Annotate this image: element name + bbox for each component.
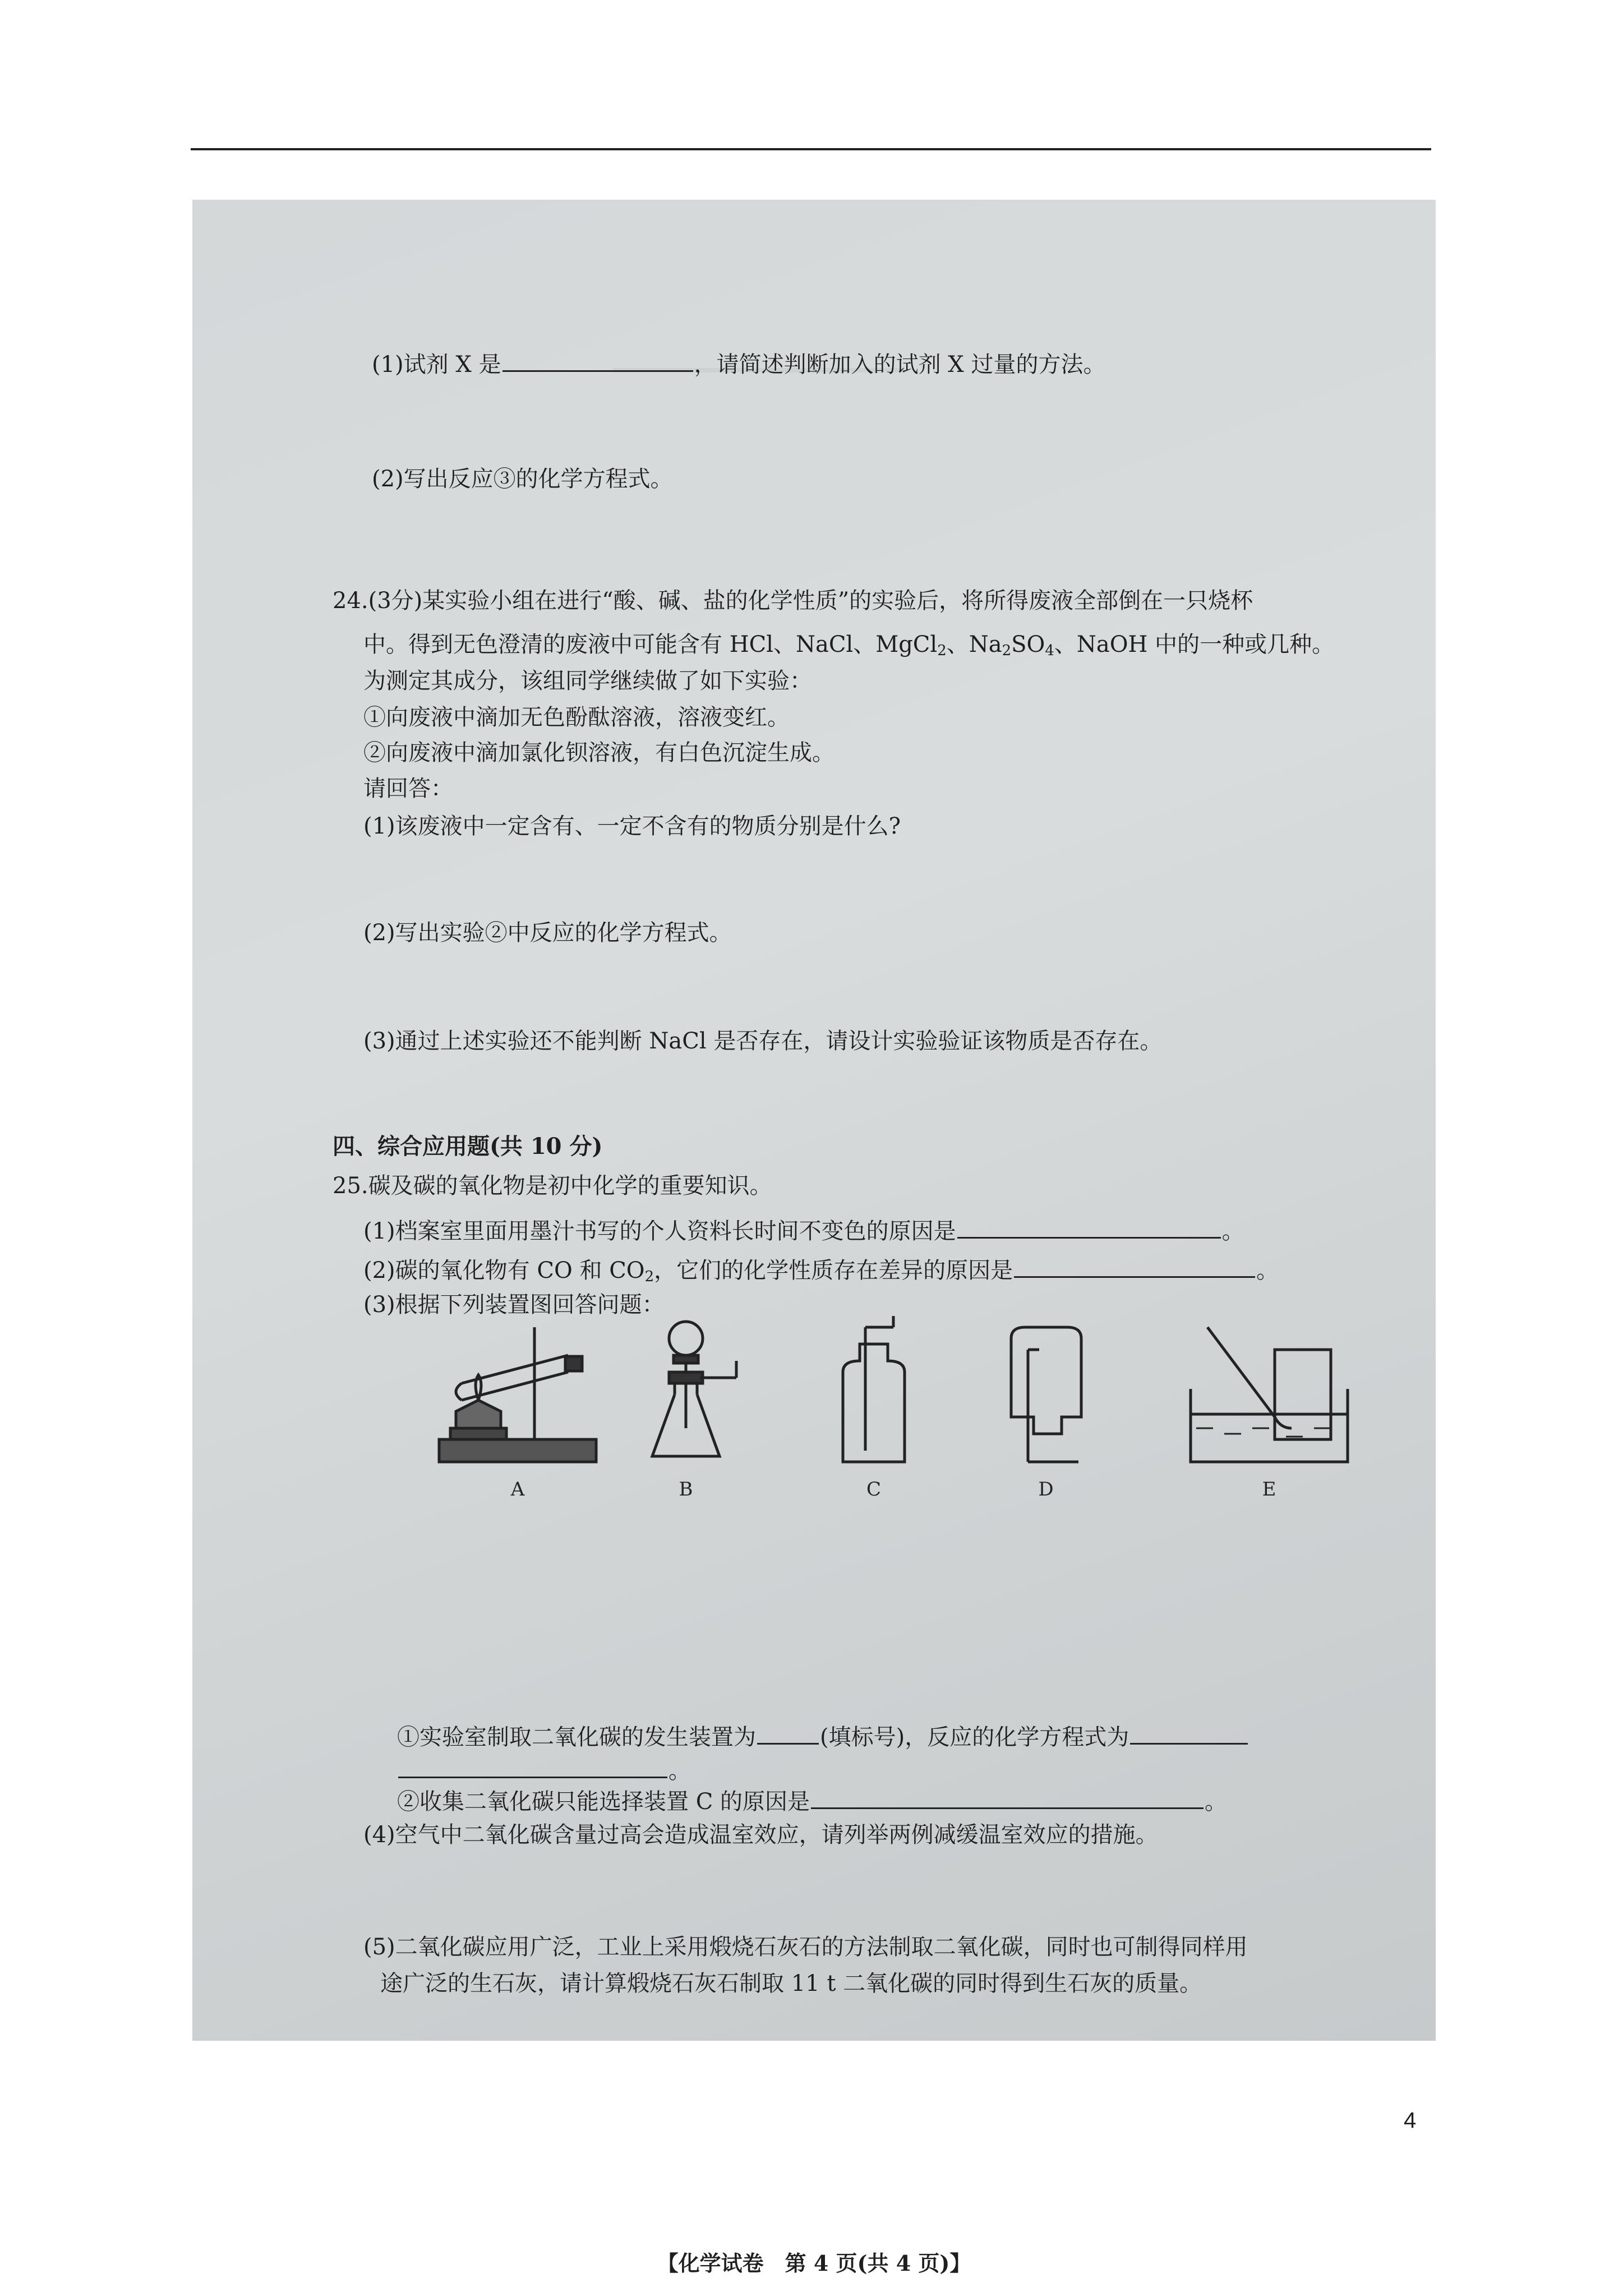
q25-part2: (2)碳的氧化物有 CO 和 $CO_2$，它们的化学性质存在差异的原因是 。 xyxy=(363,1256,1279,1284)
q24-part2: (2)写出实验②中反应的化学方程式。 xyxy=(363,920,732,946)
q24-step1: ①向废液中滴加无色酚酞溶液，溶液变红。 xyxy=(363,705,790,730)
q24-stem-line3: 为测定其成分，该组同学继续做了如下实验： xyxy=(363,668,812,694)
q25-sub1: ①实验室制取二氧化碳的发生装置为 (填标号)，反应的化学方程式为 xyxy=(397,1723,1249,1749)
apparatus-a xyxy=(439,1327,596,1462)
scanned-exam-photo xyxy=(192,200,1436,2276)
q24-stem-line2: 中。得到无色澄清的废液中可能含有 HCl、NaCl、MgCl$_2$、$Na_2SO_4$、NaOH 中的一种或几种。 xyxy=(363,632,1335,659)
q24-part1: (1)该废液中一定含有、一定不含有的物质分别是什么? xyxy=(363,813,901,839)
q25-part3: (3)根据下列装置图回答问题： xyxy=(363,1292,665,1318)
apparatus-figure xyxy=(439,1316,1449,1507)
q25-stem: 25.碳及碳的氧化物是初中化学的重要知识。 xyxy=(333,1173,772,1199)
q24-step2: ②向废液中滴加氯化钡溶液，有白色沉淀生成。 xyxy=(363,740,834,766)
apparatus-d xyxy=(1011,1327,1081,1462)
apparatus-e xyxy=(1191,1327,1348,1462)
q25-part4: (4)空气中二氧化碳含量过高会造成温室效应，请列举两例减缓温室效应的措施。 xyxy=(363,1822,1158,1848)
q25-part1: (1)档案室里面用墨汁书写的个人资料长时间不变色的原因是 。 xyxy=(363,1217,1244,1243)
page-number: 4 xyxy=(1404,2108,1417,2133)
apparatus-c xyxy=(843,1316,905,1462)
header-rule xyxy=(191,148,1431,150)
q23-part2: (2)写出反应③的化学方程式。 xyxy=(372,466,673,492)
answer-blank[interactable] xyxy=(1130,1723,1248,1745)
q24-ask: 请回答： xyxy=(363,776,453,802)
apparatus-label: B xyxy=(679,1478,693,1501)
answer-blank[interactable] xyxy=(811,1787,1204,1809)
q25-part5-line2: 途广泛的生石灰，请计算煅烧石灰石制取 11 t 二氧化碳的同时得到生石灰的质量。 xyxy=(380,1971,1202,1996)
apparatus-b xyxy=(652,1322,736,1456)
q23-part1: (1)试剂 X 是 ，请简述判断加入的试剂 X 过量的方法。 xyxy=(372,350,1105,376)
q25-part5-line1: (5)二氧化碳应用广泛，工业上采用煅烧石灰石的方法制取二氧化碳，同时也可制得同样用 xyxy=(363,1934,1248,1960)
answer-blank[interactable] xyxy=(1014,1256,1255,1278)
answer-blank[interactable] xyxy=(757,1723,819,1745)
exam-footer: 【化学试卷 第 4 页(共 4 页)】 xyxy=(657,2251,971,2276)
answer-blank[interactable] xyxy=(398,1756,667,1778)
answer-blank[interactable] xyxy=(957,1217,1221,1239)
apparatus-label: A xyxy=(510,1478,525,1501)
q24-stem-line1: 24.(3分)某实验小组在进行“酸、碱、盐的化学性质”的实验后，将所得废液全部倒在一只烧杯 xyxy=(333,588,1253,614)
apparatus-drawing xyxy=(439,1316,1449,1507)
q24-part3: (3)通过上述实验还不能判断 NaCl 是否存在，请设计实验验证该物质是否存在。 xyxy=(363,1028,1163,1054)
apparatus-label: D xyxy=(1038,1478,1054,1501)
apparatus-label: E xyxy=(1262,1478,1276,1501)
answer-blank[interactable] xyxy=(502,350,693,372)
section4-heading: 四、综合应用题(共 10 分) xyxy=(333,1133,603,1159)
q25-sub1-cont: 。 xyxy=(397,1756,691,1782)
q25-sub2: ②收集二氧化碳只能选择装置 C 的原因是 。 xyxy=(397,1787,1227,1813)
apparatus-label: C xyxy=(866,1478,882,1501)
